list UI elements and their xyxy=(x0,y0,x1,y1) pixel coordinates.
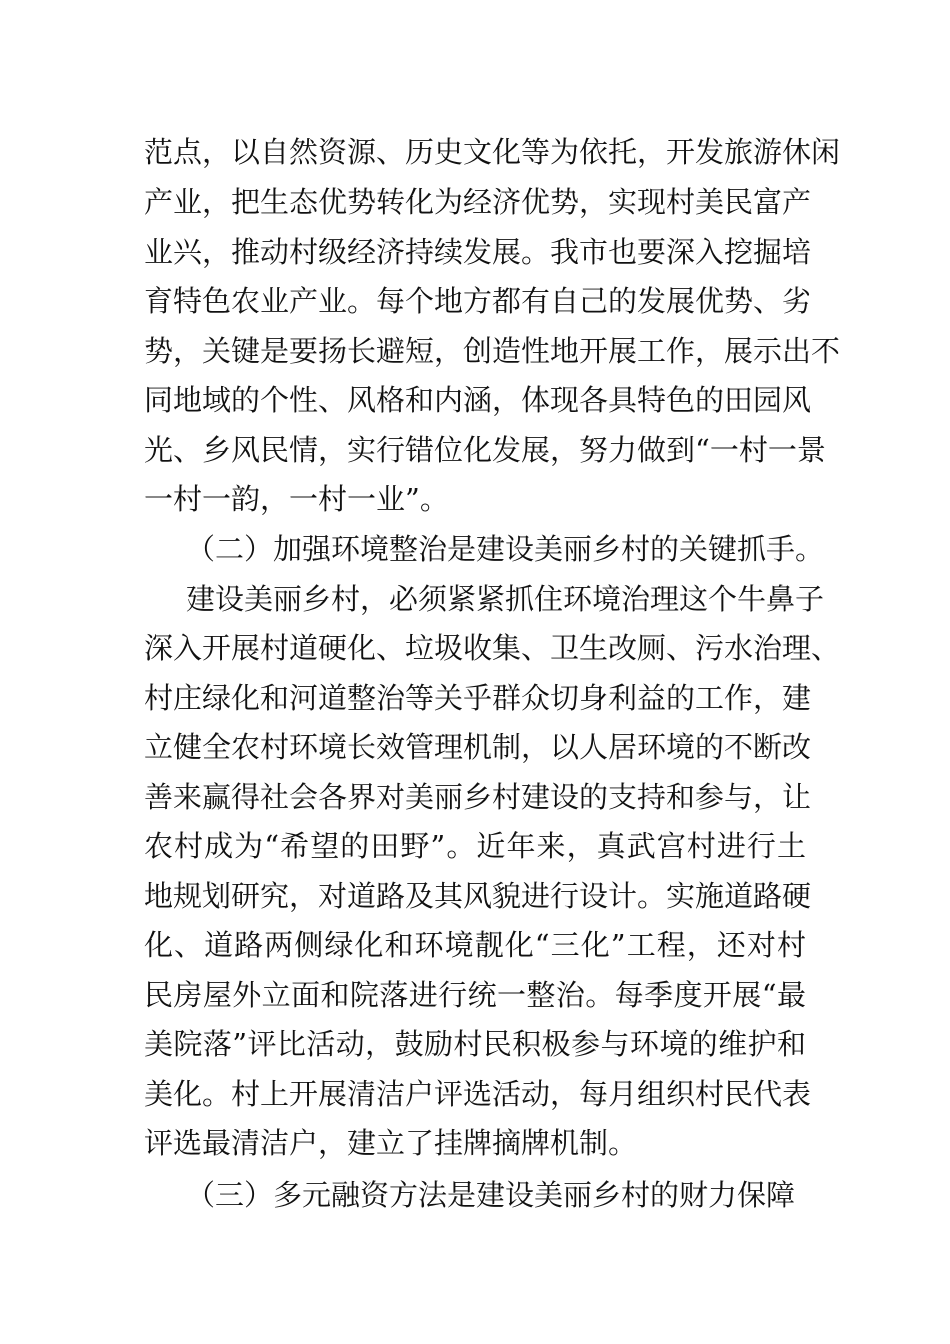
text-line-13: 立健全农村环境长效管理机制，以人居环境的不断改 xyxy=(144,730,812,764)
text-line-21: 评选最清洁户，建立了挂牌摘牌机制。 xyxy=(144,1126,638,1160)
text-line-3: 业兴，推动村级经济持续发展。我市也要深入挖掘培 xyxy=(144,235,812,269)
text-line-17: 化、道路两侧绿化和环境靓化“三化”工程，还对村 xyxy=(144,928,806,962)
text-line-10: 建设美丽乡村，必须紧紧抓住环境治理这个牛鼻子 xyxy=(186,582,825,616)
section-heading-2: （二）加强环境整治是建设美丽乡村的关键抓手。 xyxy=(186,532,825,566)
text-line-12: 村庄绿化和河道整治等关乎群众切身利益的工作，建 xyxy=(144,681,812,715)
text-line-15: 农村成为“希望的田野”。近年来，真武宫村进行土 xyxy=(144,829,806,863)
text-line-7: 光、乡风民情，实行错位化发展，努力做到“一村一景 xyxy=(144,433,826,467)
text-line-18: 民房屋外立面和院落进行统一整治。每季度开展“最 xyxy=(144,978,806,1012)
text-line-1: 范点，以自然资源、历史文化等为依托，开发旅游休闲 xyxy=(144,135,841,169)
text-line-16: 地规划研究，对道路及其风貌进行设计。实施道路硬 xyxy=(144,879,812,913)
text-line-5: 势，关键是要扬长避短，创造性地开展工作，展示出不 xyxy=(144,334,841,368)
text-line-6: 同地域的个性、风格和内涵，体现各具特色的田园风 xyxy=(144,383,812,417)
section-heading-3: （三）多元融资方法是建设美丽乡村的财力保障 xyxy=(186,1178,796,1212)
text-line-4: 育特色农业产业。每个地方都有自己的发展优势、劣 xyxy=(144,284,812,318)
text-line-11: 深入开展村道硬化、垃圾收集、卫生改厕、污水治理、 xyxy=(144,631,841,665)
text-line-14: 善来赢得社会各界对美丽乡村建设的支持和参与，让 xyxy=(144,780,812,814)
text-line-8: 一村一韵，一村一业”。 xyxy=(144,482,449,516)
text-line-19: 美院落”评比活动，鼓励村民积极参与环境的维护和 xyxy=(144,1027,806,1061)
text-line-2: 产业，把生态优势转化为经济优势，实现村美民富产 xyxy=(144,185,812,219)
text-line-20: 美化。村上开展清洁户评选活动，每月组织村民代表 xyxy=(144,1077,812,1111)
